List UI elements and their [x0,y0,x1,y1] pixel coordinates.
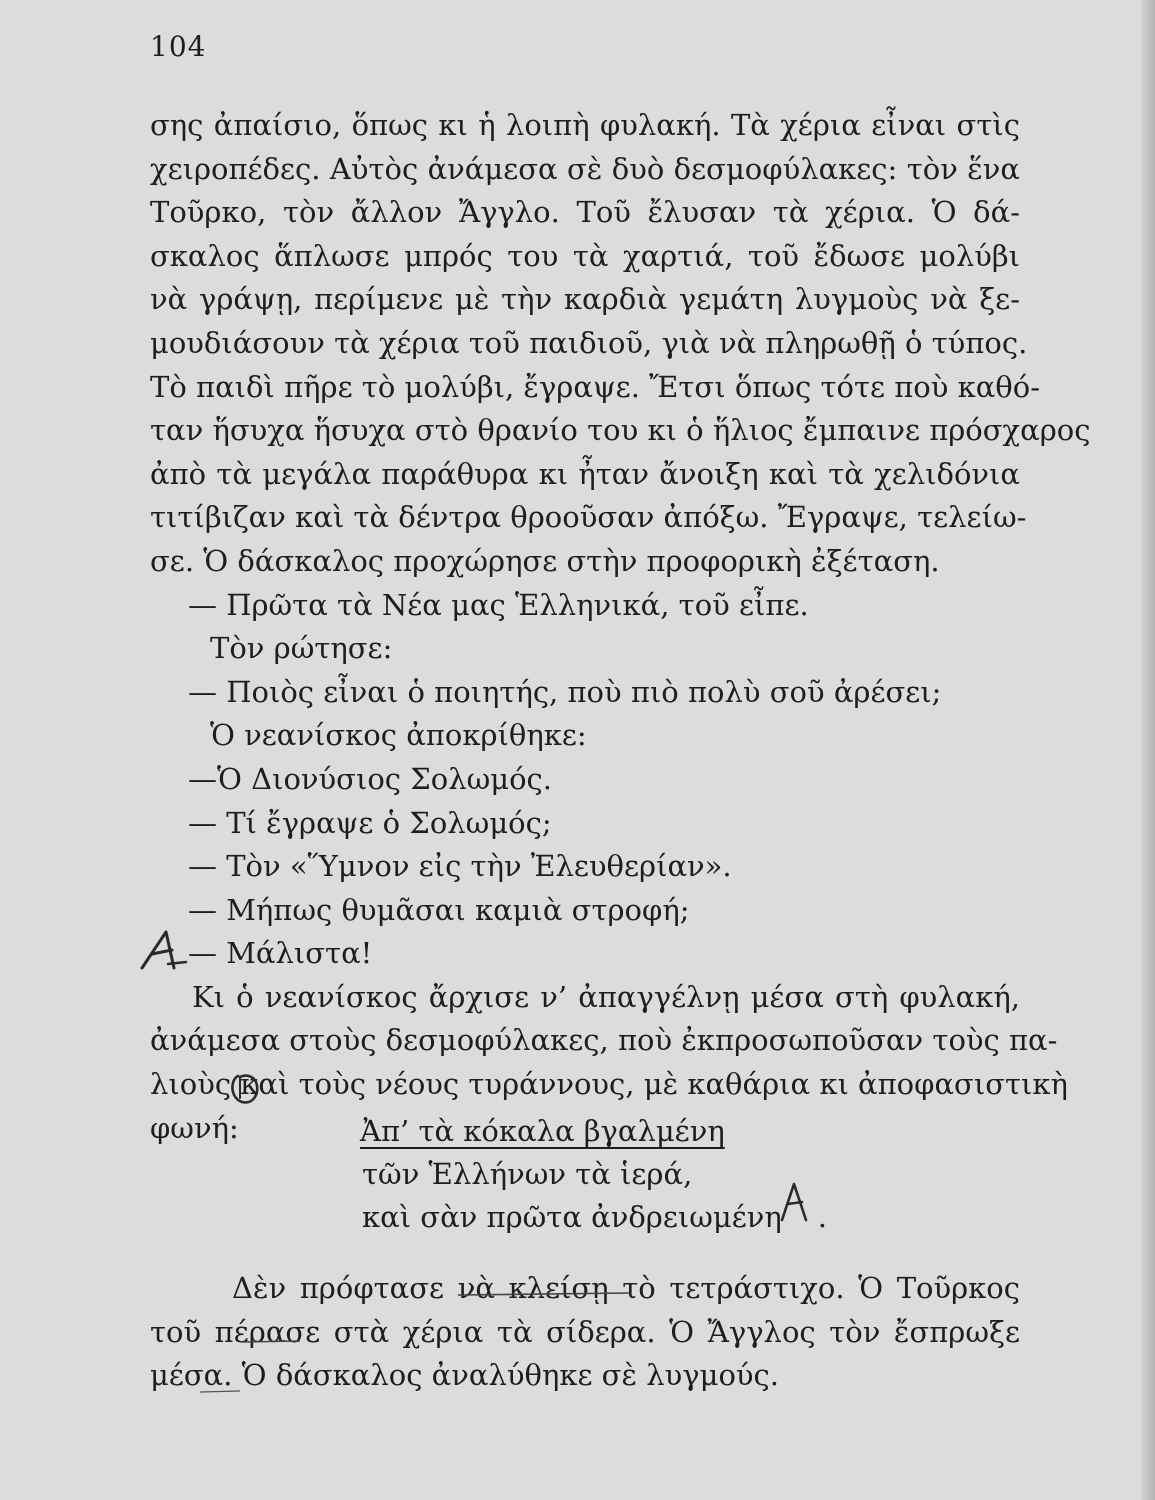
narration-line: Τὸν ρώτησε: [210,631,393,666]
text-line: ἀπὸ τὰ μεγάλα παράθυρα κι ἦταν ἄνοιξη καὶ τὰ χελιδόνια [150,456,1020,491]
text-line: νὰ γράψῃ, περίμενε μὲ τὴν καρδιὰ γεμάτη λυγμοὺς νὰ ξε- [150,282,1020,317]
text-line: σκαλος ἅπλωσε μπρός του τὰ χαρτιά, τοῦ ἔδωσε μολύβι [150,238,1020,273]
dialogue-line: — Τί ἔγραψε ὁ Σολωμός; [188,805,552,840]
poem-stanza [150,1110,1020,1239]
dialogue-line: — Μήπως θυμᾶσαι καμιὰ στροφή; [188,892,690,927]
text-line: σε. Ὁ δάσκαλος προχώρησε στὴν προφορικὴ ἐξέταση. [150,543,940,578]
dialogue-line: — Μάλιστα! [188,936,373,971]
text-line: Τοῦρκο, τὸν ἄλλον Ἄγγλο. Τοῦ ἔλυσαν τὰ χέρια. Ὁ δά- [150,195,1020,230]
dialogue-line: — Τὸν «Ὕμνον εἰς τὴν Ἐλευθερίαν». [188,849,732,884]
text-line: σης ἀπαίσιο, ὅπως κι ἡ λοιπὴ φυλακή. Τὰ χέρια εἶναι στὶς [150,108,1020,142]
dialogue-line: — Ποιὸς εἶναι ὁ ποιητής, ποὺ πιὸ πολὺ σοῦ ἀρέσει; [188,674,942,709]
text-line: ταν ἥσυχα ἥσυχα στὸ θρανίο του κι ὁ ἥλιος ἔμπαινε πρόσχαρος [150,413,1091,448]
main-text [150,104,1091,1150]
verse-end-dot: . [817,1200,827,1234]
text-line: Δὲν πρόφτασε νὰ κλείσῃ τὸ τετράστιχο. Ὁ Τοῦρκος [232,1271,1020,1305]
page-number: 104 [150,30,207,63]
text-line: τιτίβιζαν καὶ τὰ δέντρα θροοῦσαν ἀπόξω. Ἔγραψε, τελείω- [150,500,1027,535]
text-line: ἀνάμεσα στοὺς δεσμοφύλακες, ποὺ ἐκπροσωποῦσαν τοὺς πα- [150,1023,1058,1058]
page-edge-shadow [1141,0,1155,1500]
text-line: Κι ὁ νεανίσκος ἄρχισε ν’ ἀπαγγέλνῃ μέσα στὴ φυλακή, [192,979,1020,1014]
closing-paragraph [150,1267,1020,1398]
text-line: μουδιάσουν τὰ χέρια τοῦ παιδιοῦ, γιὰ νὰ πληρωθῇ ὁ τύπος. [150,325,1028,360]
verse-line-text: καὶ σὰν πρῶτα ἀνδρειωμένη [362,1200,782,1234]
verse-line-underlined: Ἀπ’ τὰ κόκαλα βγαλμένη [360,1114,725,1148]
text-line: λιοὺς καὶ τοὺς νέους τυράννους, μὲ καθάρια κι ἀποφασιστικὴ [150,1067,1068,1102]
text-line: Τὸ παιδὶ πῆρε τὸ μολύβι, ἔγραψε. Ἔτσι ὅπως τότε ποὺ καθό- [150,369,1041,404]
text-line: τοῦ πέρασε στὰ χέρια τὰ σίδερα. Ὁ Ἄγγλος τὸν ἔσπρωξε [150,1314,1020,1349]
text-line: χειροπέδες. Αὐτὸς ἀνάμεσα σὲ δυὸ δεσμοφύλακες: τὸν ἕνα [150,151,1020,186]
verse-line [150,1110,1020,1153]
verse-line [150,1196,1020,1239]
text-line: φωνή: [150,1110,239,1145]
dialogue-line: — Πρῶτα τὰ Νέα μας Ἑλληνικά, τοῦ εἶπε. [188,587,809,622]
dialogue-line: —Ὁ Διονύσιος Σολωμός. [188,761,553,796]
narration-line: Ὁ νεανίσκος ἀποκρίθηκε: [210,718,587,753]
verse-line: τῶν Ἑλλήνων τὰ ἱερά, [362,1157,693,1191]
text-line: μέσα. Ὁ δάσκαλος ἀναλύθηκε σὲ λυγμούς. [150,1358,779,1393]
